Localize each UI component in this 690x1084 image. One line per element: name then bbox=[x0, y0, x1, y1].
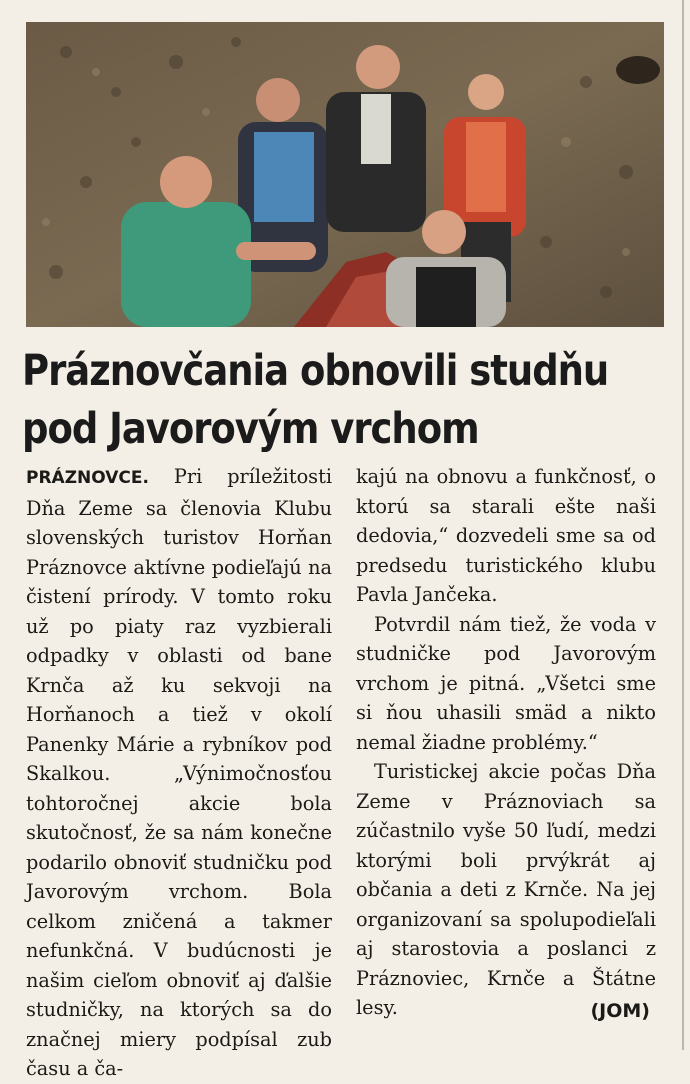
article-paragraph: kajú na obnovu a funkčnosť, o ktorú sa starali ešte naši dedovia,“ dozvedeli sme sa od predsedu turistického klubu Pavla Jančeka. bbox=[356, 465, 656, 606]
author-byline: (JOM) bbox=[590, 1000, 650, 1022]
article-headline bbox=[22, 342, 609, 458]
article-text: Pri príležitosti Dňa Zeme sa členovia Klubu slovenských turistov Horňan Práznovce aktívne podieľajú na čistení prírody. V tomto roku už po piaty raz vyzbierali odpadky v oblasti od bane Krnča až ku sekvoji na Horňanoch a tiež v okolí Panenky Márie a rybníkov pod Skalkou. „Výnimočnosťou tohtoročnej akcie bola skutočnosť, že sa nám konečne podarilo obnoviť studničku pod Javorovým vrchom. Bola celkom zničená a takmer nefunkčná. V budúcnosti je našim cieľom obnoviť aj ďalšie studničky, na ktorých sa do značnej miery podpísal zub času a ča- bbox=[26, 465, 332, 1080]
article-paragraph bbox=[26, 462, 332, 1084]
article-column-left bbox=[26, 462, 332, 1084]
photo-hikers-icon bbox=[26, 22, 664, 327]
article-paragraph: Potvrdil nám tiež, že voda v studničke pod Javorovým vrchom je pitná. „Všetci sme si ňou uhasili smäd a nikto nemal žiadne problémy.“ bbox=[356, 612, 656, 754]
headline-line-1: Práznovčania obnovili studňu bbox=[22, 346, 609, 396]
article-column-right bbox=[356, 462, 656, 1023]
headline-line-2: pod Javorovým vrchom bbox=[22, 404, 479, 454]
dateline: PRÁZNOVCE. bbox=[26, 468, 149, 488]
article-photo bbox=[26, 22, 664, 327]
column-rule bbox=[682, 0, 684, 1050]
article-paragraph: Turistickej akcie počas Dňa Zeme v Práznoviach sa zúčastnilo vyše 50 ľudí, medzi ktorými boli prvýkrát aj občania a deti z Krnče. Na jej organizovaní sa spolupodieľali aj starostovia a poslanci z Práznoviec, Krnče a Štátne lesy. bbox=[356, 760, 656, 1019]
